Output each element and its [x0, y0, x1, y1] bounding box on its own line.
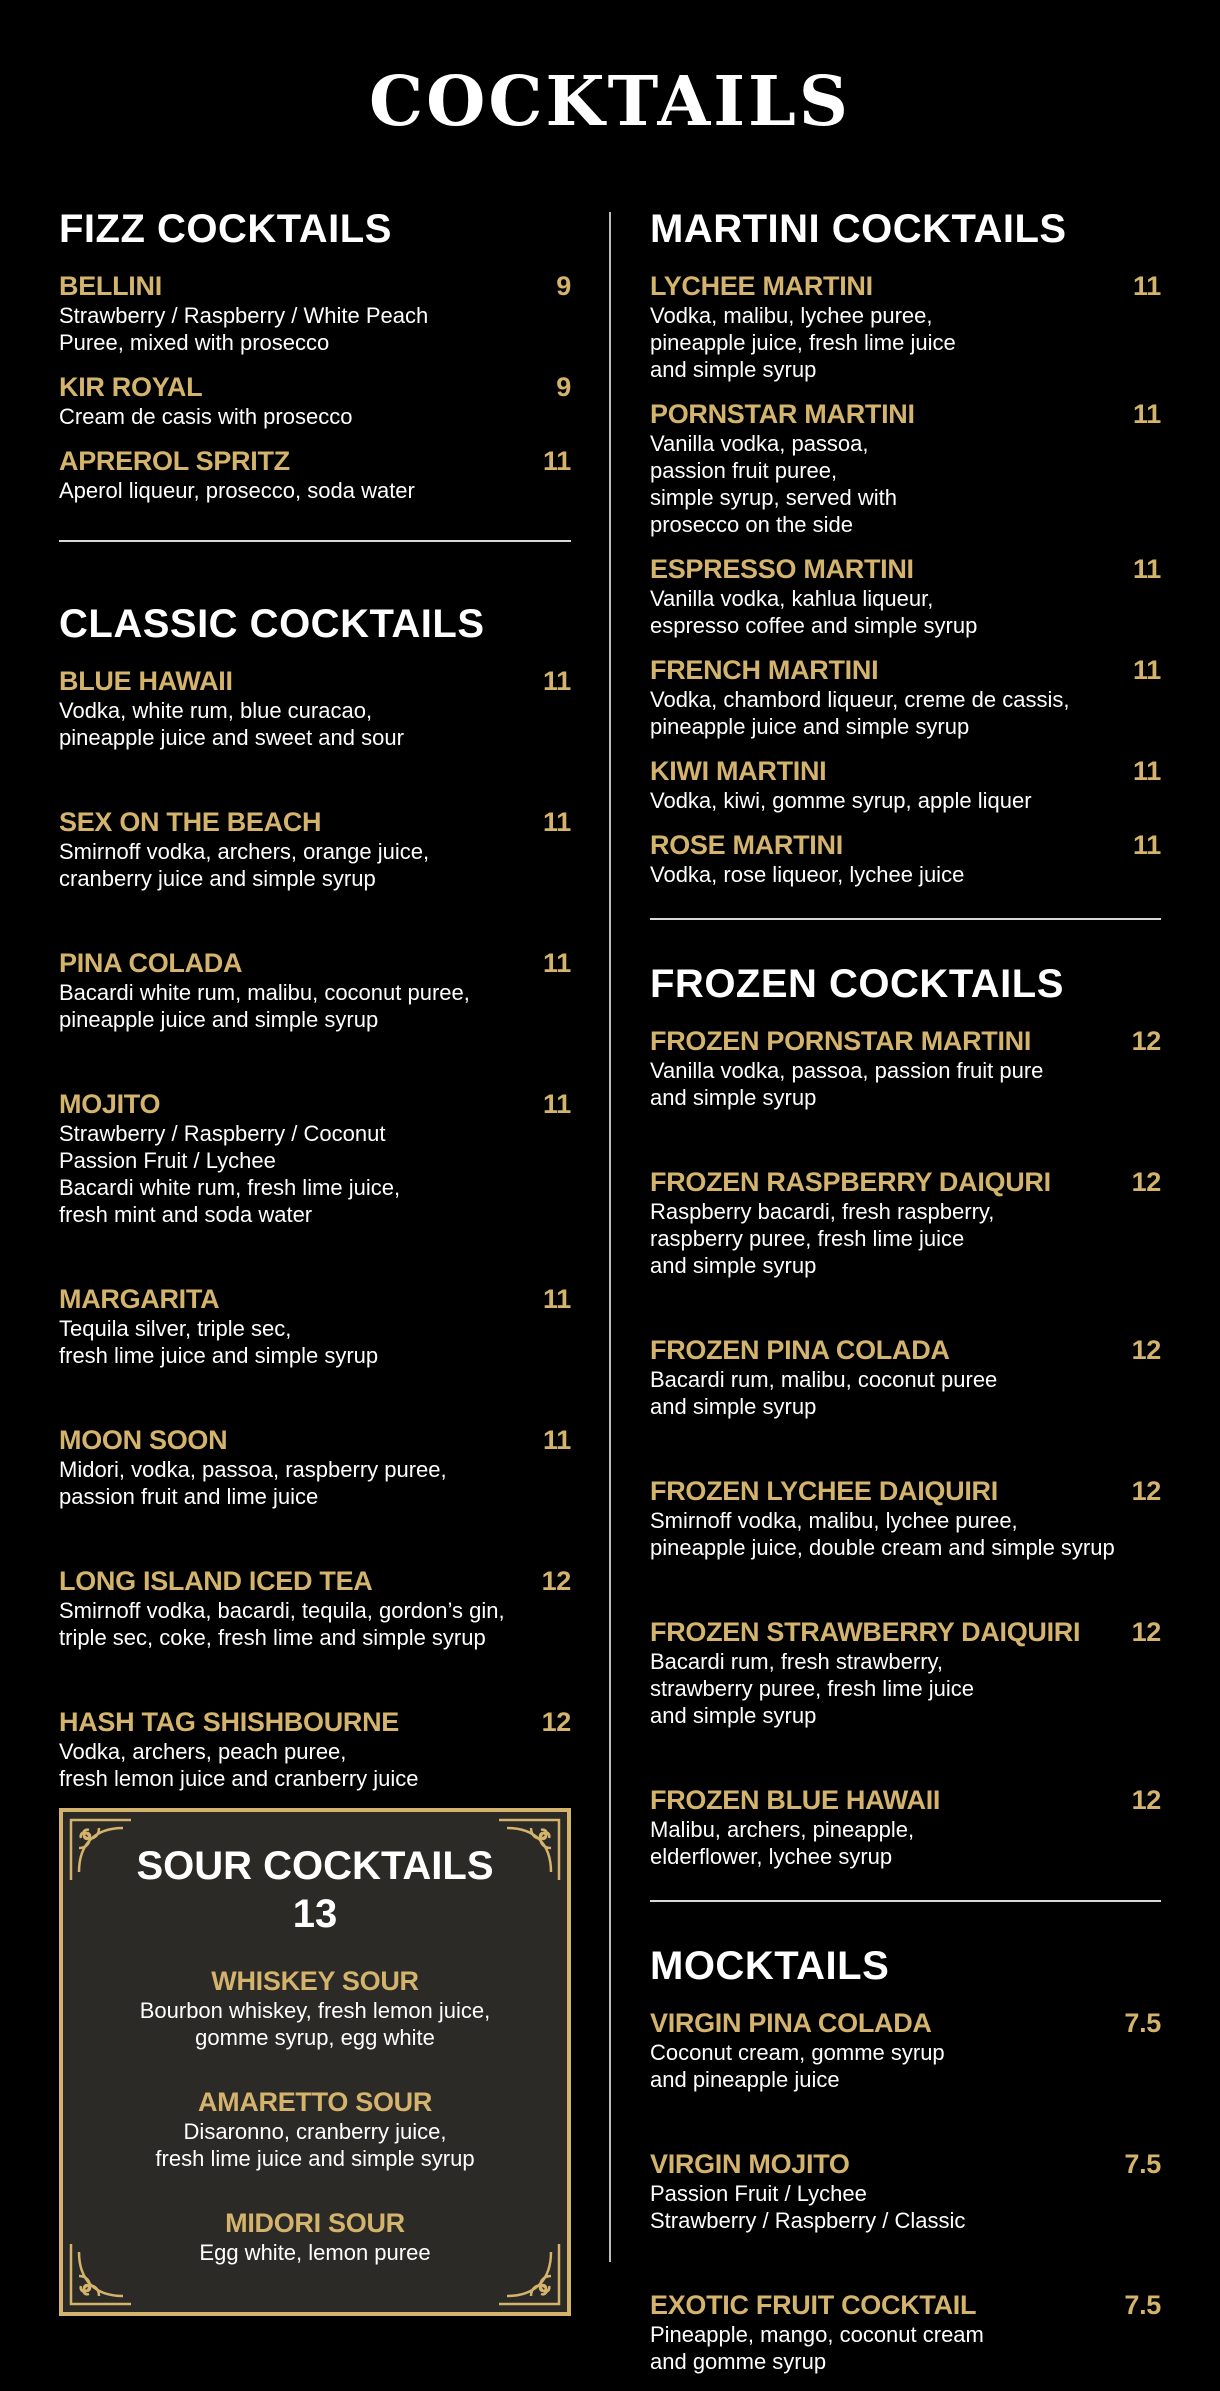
- item-name: FROZEN PINA COLADA: [650, 1335, 950, 1365]
- item-name: FROZEN PORNSTAR MARTINI: [650, 1026, 1032, 1056]
- menu-item: [59, 1425, 571, 1510]
- menu-item: [650, 1476, 1161, 1561]
- item-price: 11: [1133, 271, 1161, 301]
- menu-title: COCKTAILS: [369, 62, 851, 142]
- item-price: 12: [1131, 1026, 1161, 1056]
- item-description: Midori, vodka, passoa, raspberry puree, passion fruit and lime juice: [59, 1457, 447, 1509]
- item-price: 11: [543, 1284, 571, 1314]
- item-description: Bacardi white rum, malibu, coconut puree, pineapple juice and simple syrup: [59, 980, 470, 1032]
- item-price: 12: [541, 1566, 571, 1596]
- item-name: AMARETTO SOUR: [197, 2087, 433, 2117]
- item-price: 7.5: [1124, 2290, 1161, 2320]
- column-divider: [609, 212, 611, 2262]
- item-name: LYCHEE MARTINI: [650, 271, 873, 301]
- menu-item: [59, 1284, 571, 1369]
- item-name: SEX ON THE BEACH: [59, 807, 322, 837]
- item-price: 12: [541, 1707, 571, 1737]
- item-name: FRENCH MARTINI: [650, 655, 879, 685]
- item-name: PINA COLADA: [59, 948, 243, 978]
- fizz-heading: FIZZ COCKTAILS: [59, 207, 392, 251]
- item-description: Vodka, white rum, blue curacao, pineapple juice and sweet and sour: [59, 698, 404, 750]
- item-name: MARGARITA: [59, 1284, 220, 1314]
- item-name: FROZEN RASPBERRY DAIQURI: [650, 1167, 1051, 1197]
- section-divider: [650, 918, 1161, 920]
- sour-cocktails-box: [59, 1808, 571, 2316]
- item-price: 11: [1133, 554, 1161, 584]
- menu-item: [650, 2149, 1161, 2234]
- item-description: Smirnoff vodka, bacardi, tequila, gordon’s gin, triple sec, coke, fresh lime and simple syrup: [59, 1598, 505, 1650]
- item-price: 12: [1131, 1476, 1161, 1506]
- item-name: PORNSTAR MARTINI: [650, 399, 915, 429]
- menu-item: [650, 830, 1161, 888]
- ornament-corner-icon: [493, 2238, 565, 2310]
- item-price: 7.5: [1124, 2008, 1161, 2038]
- item-description: Aperol liqueur, prosecco, soda water: [59, 478, 415, 503]
- item-name: KIR ROYAL: [59, 372, 203, 402]
- item-price: 11: [1133, 830, 1161, 860]
- item-name: KIWI MARTINI: [650, 756, 827, 786]
- menu-item: [59, 271, 571, 356]
- item-description: Vodka, chambord liqueur, creme de cassis, pineapple juice and simple syrup: [650, 687, 1070, 739]
- item-name: EXOTIC FRUIT COCKTAIL: [650, 2290, 977, 2320]
- classic-heading: CLASSIC COCKTAILS: [59, 602, 485, 646]
- item-price: 12: [1131, 1785, 1161, 1815]
- item-price: 11: [543, 1425, 571, 1455]
- item-name: VIRGIN MOJITO: [650, 2149, 850, 2179]
- martini-heading: MARTINI COCKTAILS: [650, 207, 1067, 251]
- item-description: Pineapple, mango, coconut cream and gomme syrup: [650, 2322, 984, 2374]
- item-name: MIDORI SOUR: [225, 2208, 405, 2238]
- item-name: HASH TAG SHISHBOURNE: [59, 1707, 400, 1737]
- item-description: Raspberry bacardi, fresh raspberry, raspberry puree, fresh lime juice and simple syrup: [650, 1199, 995, 1278]
- menu-item: [650, 1617, 1161, 1729]
- item-description: Cream de casis with prosecco: [59, 404, 353, 429]
- sour-heading: SOUR COCKTAILS: [136, 1844, 494, 1888]
- item-description: Bacardi rum, fresh strawberry, strawberry puree, fresh lime juice and simple syrup: [650, 1649, 975, 1728]
- menu-item: [59, 1089, 571, 1228]
- menu-item: [63, 2087, 567, 2172]
- item-price: 11: [1133, 399, 1161, 429]
- menu-item: [59, 948, 571, 1033]
- menu-item: [59, 372, 571, 430]
- item-name: ESPRESSO MARTINI: [650, 554, 914, 584]
- item-description: Vanilla vodka, kahlua liqueur, espresso coffee and simple syrup: [650, 586, 978, 638]
- menu-item: [63, 1966, 567, 2051]
- item-price: 9: [556, 372, 571, 402]
- left-column: [59, 205, 571, 2316]
- item-price: 11: [1133, 756, 1161, 786]
- menu-item: [650, 2008, 1161, 2093]
- item-price: 11: [543, 948, 571, 978]
- item-name: BELLINI: [59, 271, 162, 301]
- item-name: MOON SOON: [59, 1425, 228, 1455]
- item-price: 9: [556, 271, 571, 301]
- menu-item: [650, 554, 1161, 639]
- menu-item: [63, 2208, 567, 2266]
- item-description: Strawberry / Raspberry / White Peach Puree, mixed with prosecco: [59, 303, 429, 355]
- item-description: Vodka, archers, peach puree, fresh lemon juice and cranberry juice: [59, 1739, 419, 1791]
- menu-item: [650, 399, 1161, 538]
- item-price: 12: [1131, 1167, 1161, 1197]
- item-name: FROZEN BLUE HAWAII: [650, 1785, 941, 1815]
- item-price: 7.5: [1124, 2149, 1161, 2179]
- item-description: Smirnoff vodka, archers, orange juice, cranberry juice and simple syrup: [59, 839, 430, 891]
- item-price: 12: [1131, 1335, 1161, 1365]
- menu-item: [59, 807, 571, 892]
- menu-item: [650, 271, 1161, 383]
- section-divider: [59, 540, 571, 542]
- item-name: WHISKEY SOUR: [211, 1966, 419, 1996]
- item-name: LONG ISLAND ICED TEA: [59, 1566, 373, 1596]
- menu-item: [59, 1566, 571, 1651]
- right-column: [650, 205, 1161, 2391]
- menu-item: [650, 1335, 1161, 1420]
- item-description: Strawberry / Raspberry / Coconut Passion Fruit / Lychee Bacardi white rum, fresh lime juice, fresh mint and soda water: [59, 1121, 401, 1227]
- menu-item: [59, 1707, 571, 1792]
- item-description: Vanilla vodka, passoa, passion fruit puree, simple syrup, served with prosecco on the side: [650, 431, 897, 537]
- ornament-corner-icon: [65, 1814, 137, 1886]
- mocktails-heading: MOCKTAILS: [650, 1944, 890, 1988]
- item-name: ROSE MARTINI: [650, 830, 843, 860]
- menu-item: [59, 666, 571, 751]
- item-description: Bourbon whiskey, fresh lemon juice, gomme syrup, egg white: [139, 1998, 491, 2050]
- item-description: Vanilla vodka, passoa, passion fruit pure and simple syrup: [650, 1058, 1044, 1110]
- item-price: 12: [1131, 1617, 1161, 1647]
- item-name: FROZEN STRAWBERRY DAIQUIRI: [650, 1617, 1081, 1647]
- menu-item: [650, 655, 1161, 740]
- item-name: FROZEN LYCHEE DAIQUIRI: [650, 1476, 998, 1506]
- ornament-corner-icon: [65, 2238, 137, 2310]
- item-price: 11: [543, 807, 571, 837]
- menu-item: [650, 2290, 1161, 2375]
- item-description: Smirnoff vodka, malibu, lychee puree, pineapple juice, double cream and simple syrup: [650, 1508, 1115, 1560]
- item-description: Vodka, kiwi, gomme syrup, apple liquer: [650, 788, 1032, 813]
- item-description: Egg white, lemon puree: [199, 2240, 431, 2265]
- item-price: 11: [543, 1089, 571, 1119]
- item-description: Passion Fruit / Lychee Strawberry / Raspberry / Classic: [650, 2181, 966, 2233]
- item-name: VIRGIN PINA COLADA: [650, 2008, 932, 2038]
- item-description: Tequila silver, triple sec, fresh lime juice and simple syrup: [59, 1316, 379, 1368]
- menu-item: [650, 1026, 1161, 1111]
- sour-price: 13: [292, 1892, 338, 1936]
- item-price: 11: [1133, 655, 1161, 685]
- section-divider: [650, 1900, 1161, 1902]
- menu-item: [650, 756, 1161, 814]
- item-description: Vodka, rose liqueor, lychee juice: [650, 862, 965, 887]
- frozen-heading: FROZEN COCKTAILS: [650, 962, 1064, 1006]
- item-description: Malibu, archers, pineapple, elderflower, lychee syrup: [650, 1817, 915, 1869]
- item-description: Disaronno, cranberry juice, fresh lime juice and simple syrup: [155, 2119, 475, 2171]
- menu-item: [59, 446, 571, 504]
- item-description: Coconut cream, gomme syrup and pineapple juice: [650, 2040, 945, 2092]
- item-description: Bacardi rum, malibu, coconut puree and simple syrup: [650, 1367, 998, 1419]
- item-name: BLUE HAWAII: [59, 666, 233, 696]
- item-name: APREROL SPRITZ: [59, 446, 290, 476]
- ornament-corner-icon: [493, 1814, 565, 1886]
- item-price: 11: [543, 446, 571, 476]
- item-price: 11: [543, 666, 571, 696]
- menu-item: [650, 1167, 1161, 1279]
- item-description: Vodka, malibu, lychee puree, pineapple juice, fresh lime juice and simple syrup: [650, 303, 956, 382]
- item-name: MOJITO: [59, 1089, 161, 1119]
- menu-item: [650, 1785, 1161, 1870]
